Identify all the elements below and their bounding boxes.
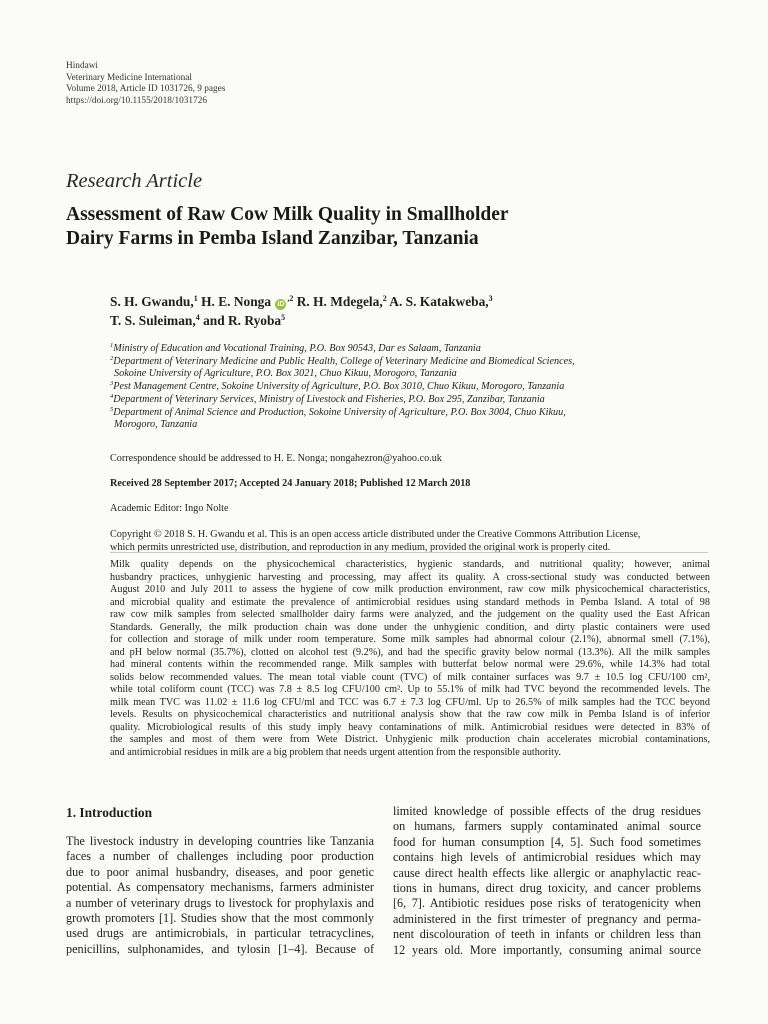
affiliation-continuation: Sokoine University of Agriculture, P.O. Box 3021, Chuo Kikuu, Morogoro, Tanzania [114,368,457,380]
author-affil-mark: 2 [382,294,387,303]
journal-header [66,61,225,107]
journal-name: Veterinary Medicine International [66,72,192,83]
section-heading: 1. Introduction [66,805,153,820]
affiliation-item [110,356,575,369]
body-text-line: due to poor animal husbandry, diseases, and poor genetic [66,864,374,879]
academic-editor: Academic Editor: Ingo Nolte [110,503,229,514]
author-name: S. H. Gwandu, [110,294,194,309]
body-text-line: used drugs are antimicrobials, in particular tetracyclines, [66,926,374,941]
author-name: H. E. Nonga [201,294,272,309]
author-affil-mark: 3 [488,294,493,303]
abstract-line: Standards. Generally, the milk production chain was done under the unhygienic condition, and dirty plastic containers were used [110,621,710,633]
author-line [110,292,493,311]
abstract-line: quality. Microbiological results of this study imply heavy contaminations of milk. Antimicrobial residues were detected in 83% of [110,721,710,733]
body-text-line: The livestock industry in developing countries like Tanzania [66,834,374,848]
copyright-line: which permits unrestricted use, distribution, and reproduction in any medium, provided the original work is properly cited. [110,542,611,553]
abstract-line: husbandry practices, unhygienic harvesting and processing, may affect its quality. A cross-sectional study was conducted between [110,571,710,583]
author-line [110,311,493,330]
affiliation-text: Department of Animal Science and Production, Sokoine University of Agriculture, P.O. Box 3004, Chuo Kikuu, [113,406,566,418]
affiliation-text: Ministry of Education and Vocational Training, P.O. Box 90543, Dar es Salaam, Tanzania [113,343,481,354]
abstract-line: Milk quality depends on the physicochemical characteristics, hygienic standards, and nutritional quality; however, animal [110,559,710,570]
abstract-line: and pH below normal (35.7%), clotted on alcohol test (9.2%), and had the specific gravity below normal (13.3%). All the milk samples [110,646,710,658]
body-text-line: nent discolouration of teeth in infants or children less than [393,927,701,942]
affiliation-mark: 2 [110,354,114,362]
abstract-line: milk mean TVC was 11.02 ± 11.6 log CFU/ml and TCC was 6.7 ± 7.3 log CFU/ml. Up to 26.5% of milk samples had the TCC beyond [110,696,710,708]
body-text-line: on humans, farmers supply contaminated animal source [393,819,701,834]
body-text-line: [6, 7]. Antibiotic residues pose risks of teratogenicity when [393,896,701,911]
author-name: and R. Ryoba [203,313,282,328]
author-affil-mark: ,2 [287,294,294,303]
doi-link[interactable]: https://doi.org/10.1155/2018/1031726 [66,95,208,106]
abstract-line: had mineral contents within the recommended range. Milk samples with butterfat below normal were 29.6%, while 14.3% had total [110,659,710,670]
body-text-line: limited knowledge of possible effects of the drug residues [393,804,701,818]
affiliation-mark: 1 [110,342,114,349]
author-affil-mark: 1 [193,294,198,303]
affiliation-mark: 5 [110,405,114,413]
body-text-line: tions in humans, direct drug toxicity, and cancer problems [393,881,701,896]
author-name: A. S. Katakweba, [389,294,489,309]
abstract [110,559,710,759]
abstract-line: levels. Results on physicochemical characteristics and nutritional analysis show that the raw cow milk in Pemba Island is of inferior [110,709,710,720]
orcid-icon[interactable]: iD [277,301,285,308]
author-affil-mark: 4 [195,313,200,322]
article-title [66,203,706,251]
intro-column-right [393,804,701,958]
abstract-line: for collection and storage of milk under room temperature. Some milk samples had abnormal colour (2.1%), abnormal smell (7.1%), [110,634,710,645]
journal-volume: Volume 2018, Article ID 1031726, 9 pages [66,84,226,94]
body-text-line: contains high levels of antimicrobial residues which may [393,850,701,865]
body-text-line: food for human consumption [4, 5]. Such food sometimes [393,834,701,849]
intro-column-left [66,834,374,957]
affiliation-item [110,343,575,356]
title-line: Assessment of Raw Cow Milk Quality in Smallholder [66,204,509,225]
correspondence: Correspondence should be addressed to H. E. Nonga; nongahezron@yahoo.co.uk [110,453,442,464]
affiliation-text: Pest Management Centre, Sokoine University of Agriculture, P.O. Box 3010, Chuo Kikuu, Morogoro, Tanzania [113,381,565,393]
copyright-notice [110,528,708,554]
publisher-name: Hindawi [66,61,99,71]
abstract-line: August 2010 and July 2011 to assess the hygiene of cow milk production environment, raw cow milk physicochemical characteristics, [110,584,710,595]
affiliation-item [110,381,575,394]
article-type: Research Article [66,170,203,192]
affiliation-item [110,407,575,420]
abstract-line: and microbial quality and estimate the prevalence of antimicrobial residues using standard methods in Pemba Island. A total of 98 [110,596,710,608]
author-list [110,292,493,330]
body-text-line: growth promoters [1]. Studies show that the most commonly [66,911,374,926]
affiliation-text: Department of Veterinary Services, Ministry of Livestock and Fisheries, P.O. Box 295, Zanzibar, Tanzania [113,393,545,405]
author-name: R. H. Mdegela, [296,294,383,309]
body-text-line: penicillins, sulphonamides, and tylosin [1–4]. Because of [66,941,374,956]
affiliation-text: Department of Veterinary Medicine and Public Health, College of Veterinary Medicine and Biomedical Sciences, [113,355,575,367]
affiliation-continuation: Morogoro, Tanzania [114,419,198,431]
abstract-line: raw cow milk samples from selected smallholder dairy farms were analyzed, and the judgement on the quality used the East African [110,609,710,620]
abstract-line: and antimicrobial residues in milk are a big problem that needs urgent attention from the responsible authority. [110,746,561,758]
author-name: T. S. Suleiman, [110,313,196,328]
affiliation-list [110,343,575,432]
abstract-line: while total coliform count (TCC) was 7.8 ± 8.5 log CFU/100 cm². Up to 55.1% of milk had TVC beyond the recommended levels. The [110,684,710,695]
copyright-line: Copyright © 2018 S. H. Gwandu et al. This is an open access article distributed under the Creative Commons Attribution License, [110,529,641,540]
author-affil-mark: 5 [281,313,286,322]
affiliation-mark: 3 [110,380,114,388]
body-text-line: cause direct health effects like allergic or anaphylactic reac- [393,865,701,880]
affiliation-item [110,394,575,407]
title-line: Dairy Farms in Pemba Island Zanzibar, Tanzania [66,228,479,249]
body-text-line: administered in the first trimester of pregnancy and perma- [393,911,701,926]
abstract-line: solids below recommended values. The mean total viable count (TVC) of milk container surfaces was 9.7 ± 10.5 log CFU/100 cm², [110,671,710,683]
abstract-divider [110,552,708,553]
abstract-line: the samples and most of them were from Wete District. Unhygienic milk production chain accelerates microbial contaminations, [110,734,710,745]
affiliation-mark: 4 [110,392,114,400]
body-text-line: 12 years old. More importantly, consuming animal source [393,942,701,957]
publication-dates: Received 28 September 2017; Accepted 24 January 2018; Published 12 March 2018 [110,478,471,489]
body-text-line: potential. As compensatory mechanisms, farmers administer [66,880,374,895]
body-text-line: faces a number of challenges including poor production [66,849,374,864]
body-text-line: a number of veterinary drugs to livestock for prophylaxis and [66,895,374,910]
